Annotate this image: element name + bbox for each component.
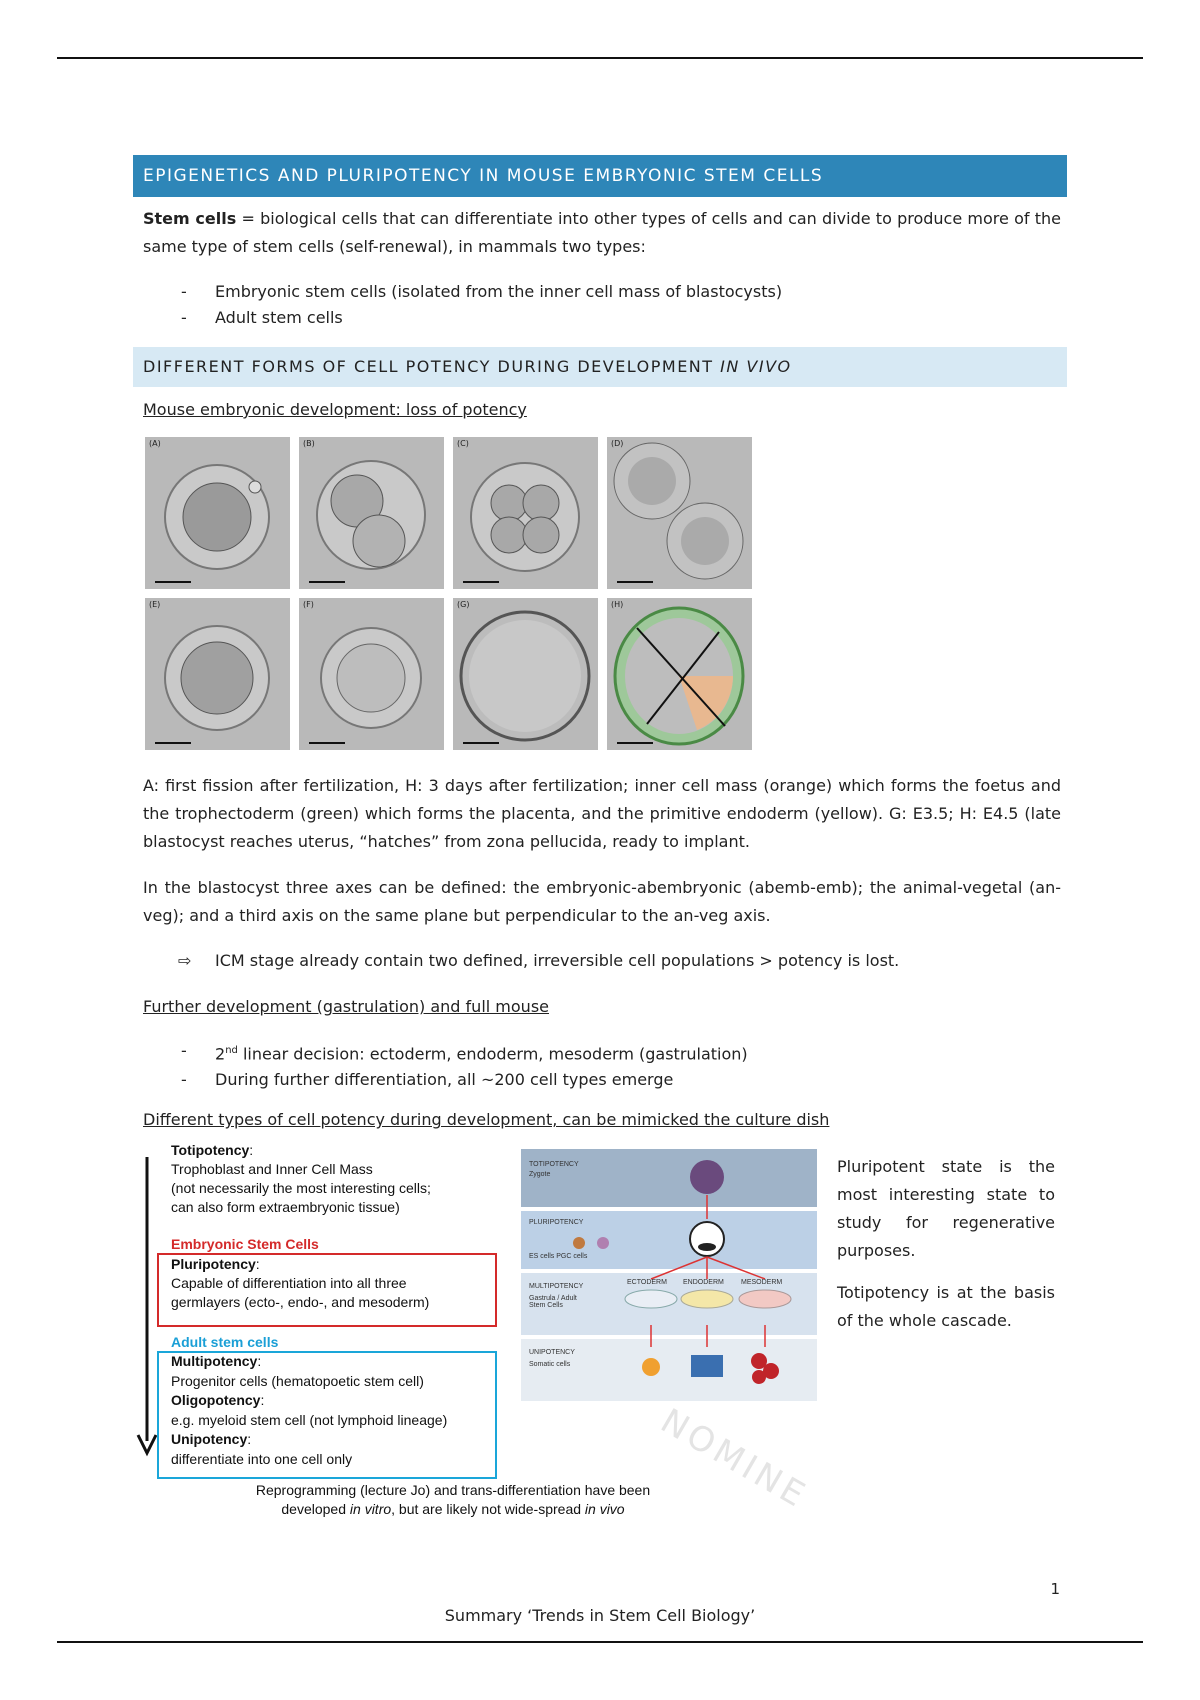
- caption-paragraph: A: first fission after fertilization, H: 3 days after fertilization; inner cell mass (orange) which forms the foetus and the trophectoderm (green) which forms the placenta, and the primitive endoderm (yellow). G: E3.5; H: E4.5 (late blastocyst reaches uterus, “hatches” from zona pellucida, ready to implant.: [143, 776, 1061, 851]
- development-list: [133, 1038, 1067, 1093]
- side-note-1: Pluripotent state is the most interesting state to study for regenerative purposes.: [837, 1157, 1055, 1261]
- list-item: [133, 1038, 1067, 1067]
- potency-diagram: [521, 1149, 817, 1405]
- totipotency-line: Trophoblast and Inner Cell Mass: [171, 1161, 373, 1178]
- section-heading: [133, 347, 1067, 387]
- unipotency-title: Unipotency: [171, 1431, 248, 1448]
- top-rule: [57, 57, 1143, 59]
- adult-potency-block: Multipotency: Progenitor cells (hematopoetic stem cell) Oligopotency: e.g. myeloid stem cell (not lymphoid lineage) Unipotency: differentiate into one cell only: [171, 1353, 448, 1467]
- main-heading: EPIGENETICS AND PLURIPOTENCY IN MOUSE EMBRYONIC STEM CELLS: [133, 155, 1067, 197]
- embryo-photo-h: [607, 598, 752, 750]
- embryo-photo-e: [145, 598, 290, 750]
- page-footer: Summary ‘Trends in Stem Cell Biology’: [444, 1606, 756, 1625]
- intro-definition: = biological cells that can differentiate into other types of cells and can divide to produce more of the same type of stem cells (self-renewal), in mammals two types:: [143, 209, 1062, 256]
- adult-stem-label: Adult stem cells: [171, 1334, 279, 1351]
- arrow-icon: ⇨: [178, 951, 192, 970]
- figure-caption: [193, 1481, 713, 1519]
- embryo-photo-a: [145, 437, 290, 589]
- intro-paragraph: [133, 205, 1067, 261]
- caption-italic: in vitro: [349, 1501, 392, 1518]
- item-text: linear decision: ectoderm, endoderm, mesoderm (gastrulation): [237, 1044, 748, 1064]
- item-superscript: nd: [225, 1045, 238, 1056]
- totipotency-title: Totipotency: [171, 1142, 250, 1159]
- embryo-photo-d: [607, 437, 752, 589]
- potency-figure: [133, 1139, 1067, 1519]
- totipotency-block: Totipotency: Trophoblast and Inner Cell Mass (not necessarily the most interesting cells; can also form extraembryonic tissue): [171, 1142, 431, 1216]
- scale-bar: [617, 742, 653, 744]
- multipotency-text: Progenitor cells (hematopoetic stem cell): [171, 1372, 424, 1389]
- photo-label: (F): [303, 600, 314, 609]
- section-heading-italic: IN VIVO: [720, 357, 792, 376]
- conclusion-line: [133, 948, 1067, 974]
- scale-bar: [309, 742, 345, 744]
- panel-row-sub: Somatic cells: [529, 1361, 571, 1369]
- embryo-photo-c: [453, 437, 598, 589]
- subheading-gastrulation: Further development (gastrulation) and full mouse: [143, 997, 549, 1016]
- pluripotency-line: germlayers (ecto-, endo-, and mesoderm): [171, 1294, 430, 1311]
- intro-term: Stem cells: [143, 209, 237, 228]
- scale-bar: [617, 581, 653, 583]
- cascade-arrow-icon: [135, 1157, 159, 1457]
- page-content: [133, 155, 1067, 1519]
- photo-label: (H): [611, 600, 624, 609]
- panel-row-title: TOTIPOTENCY: [529, 1161, 579, 1169]
- multipotency-title: Multipotency: [171, 1353, 258, 1370]
- panel-row-sub: Zygote: [529, 1171, 551, 1179]
- embryo-photo-g: [453, 598, 598, 750]
- scale-bar: [155, 581, 191, 583]
- watermark: NOMINE: [653, 1401, 815, 1518]
- panel-row-title: UNIPOTENCY: [529, 1349, 575, 1357]
- oligopotency-title: Oligopotency: [171, 1392, 261, 1409]
- photo-label: (A): [149, 439, 161, 448]
- scale-bar: [463, 742, 499, 744]
- scale-bar: [155, 742, 191, 744]
- side-note-2: Totipotency is at the basis of the whole cascade.: [837, 1283, 1055, 1331]
- list-item: - Adult stem cells: [133, 305, 1067, 331]
- section-heading-text: DIFFERENT FORMS OF CELL POTENCY DURING DEVELOPMENT: [143, 357, 714, 376]
- page-number: 1: [1050, 1580, 1060, 1598]
- photo-label: (C): [457, 439, 469, 448]
- conclusion-text: ICM stage already contain two defined, irreversible cell populations > potency is lost.: [215, 951, 900, 970]
- unipotency-text: differentiate into one cell only: [171, 1450, 353, 1467]
- caption-text: , but are likely not wide-spread: [391, 1501, 585, 1518]
- embryo-photo-f: [299, 598, 444, 750]
- list-item: - Embryonic stem cells (isolated from the inner cell mass of blastocysts): [133, 279, 1067, 305]
- photo-label: (G): [457, 600, 470, 609]
- photo-label: (B): [303, 439, 315, 448]
- germ-layer-label: ENDODERM: [683, 1279, 724, 1287]
- caption-text: developed: [281, 1501, 350, 1518]
- axes-paragraph: In the blastocyst three axes can be defined: the embryonic-abembryonic (abemb-emb); the animal-vegetal (an-veg); and a third axis on the same plane but perpendicular to the an-veg axis.: [143, 878, 1061, 925]
- photo-label: (D): [611, 439, 624, 448]
- embryo-photo-grid: [145, 437, 753, 750]
- pluripotency-title: Pluripotency: [171, 1256, 256, 1273]
- subheading-culture: Different types of cell potency during development, can be mimicked the culture dish: [143, 1110, 830, 1130]
- caption-italic: in vivo: [584, 1501, 625, 1518]
- scale-bar: [463, 581, 499, 583]
- embryo-photo-b: [299, 437, 444, 589]
- totipotency-line: (not necessarily the most interesting cells;: [171, 1180, 431, 1197]
- germ-layer-label: MESODERM: [741, 1279, 783, 1287]
- panel-row-sub: ES cells PGC cells: [529, 1253, 588, 1261]
- panel-row-title: PLURIPOTENCY: [529, 1219, 584, 1227]
- scale-bar: [309, 581, 345, 583]
- germ-layer-label: ECTODERM: [627, 1279, 667, 1287]
- caption-line: Reprogramming (lecture Jo) and trans-differentiation have been: [255, 1482, 651, 1499]
- panel-row-sub: Gastrula / Adult Stem Cells: [529, 1295, 577, 1310]
- esc-label: Embryonic Stem Cells: [171, 1236, 319, 1253]
- item-number: 2: [215, 1044, 226, 1064]
- totipotency-line: can also form extraembryonic tissue): [171, 1199, 400, 1216]
- oligopotency-text: e.g. myeloid stem cell (not lymphoid lineage): [171, 1411, 448, 1428]
- list-item: - During further differentiation, all ~200 cell types emerge: [133, 1067, 1067, 1093]
- subheading-development: Mouse embryonic development: loss of potency: [143, 400, 527, 419]
- panel-row-title: MULTIPOTENCY: [529, 1283, 584, 1291]
- stem-type-list: [133, 279, 1067, 331]
- pluripotency-line: Capable of differentiation into all three: [171, 1275, 407, 1292]
- photo-label: (E): [149, 600, 161, 609]
- pluripotency-block: Pluripotency: Capable of differentiation into all three germlayers (ecto-, endo-, and mesoderm): [171, 1256, 430, 1311]
- bottom-rule: [57, 1641, 1143, 1643]
